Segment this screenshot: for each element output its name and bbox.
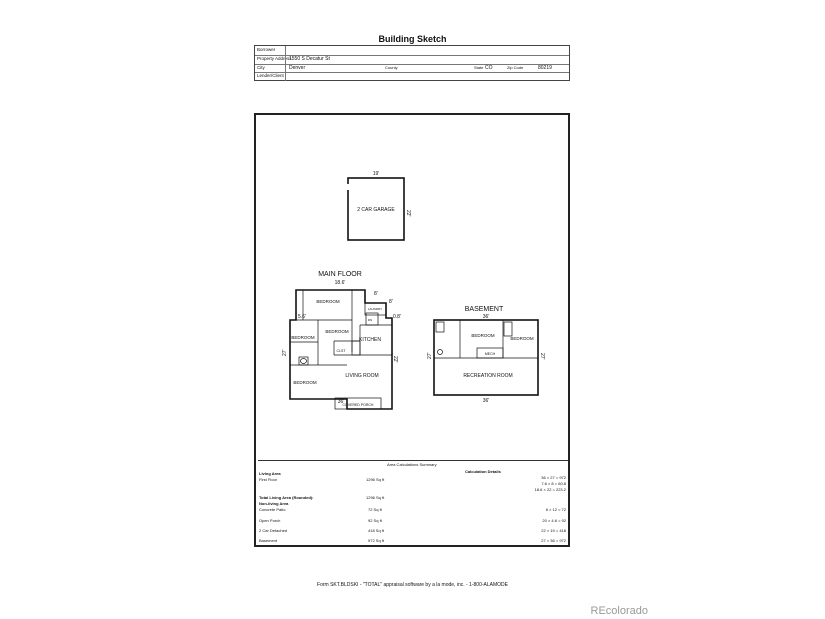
open-porch-calc: 20 × 4.6 = 92: [542, 518, 566, 523]
garage-label: 2 CAR GARAGE: [357, 207, 395, 213]
main-floor-dimension-22: 22': [392, 356, 398, 363]
main-floor-title: MAIN FLOOR: [318, 271, 362, 278]
open-porch-label: Open Porch: [259, 518, 281, 523]
basement-left-dimension: 27': [427, 352, 433, 359]
mech-room-label: MECH: [484, 352, 496, 356]
main-floor-top-dimension: 18.6': [334, 280, 346, 286]
first-floor-value: 1296 Sq ft: [366, 477, 385, 482]
open-porch-value: 92 Sq ft: [368, 518, 382, 523]
main-floor-dimension-8b: 8': [389, 299, 393, 305]
first-floor-calc-3: 18.6 × 22 = 223.2: [534, 487, 566, 492]
kitchen-label: KITCHEN: [359, 337, 381, 343]
basement-top-dimension: 36': [482, 314, 490, 320]
garage-area-label: 2 Car Detached: [259, 528, 288, 533]
main-bedroom-2-label: BEDROOM: [325, 329, 349, 334]
living-room-label: LIVING ROOM: [345, 373, 379, 379]
basement-bottom-dimension: 36': [482, 398, 490, 404]
concrete-patio-calc: 6 × 12 = 72: [545, 507, 566, 512]
total-living-area-value: 1296 Sq ft: [366, 495, 385, 500]
stair-down-label: DN: [367, 318, 373, 322]
concrete-patio-value: 72 Sq ft: [368, 507, 382, 512]
area-table-title: Area Calculations Summary: [387, 462, 437, 467]
main-bedroom-4-label: BEDROOM: [293, 380, 317, 385]
basement-bedroom-2-label: BEDROOM: [510, 336, 534, 341]
main-floor-bottom-dimension: 36': [337, 399, 345, 405]
basement-title: BASEMENT: [464, 306, 504, 313]
page-title: Building Sketch: [378, 34, 447, 44]
zip-value: 80219: [538, 64, 552, 71]
main-floor-dimension-5-6: 5.6': [298, 314, 306, 320]
form-footer: Form SKT.BLDSKI - "TOTAL" appraisal software by a la mode, inc. - 1-800-ALAMODE: [317, 582, 508, 588]
main-bedroom-1-label: BEDROOM: [316, 299, 340, 304]
borrower-label: Borrower: [257, 47, 276, 52]
basement-right-dimension: 27': [539, 353, 545, 360]
living-area-label: Living Area: [259, 471, 281, 476]
garage-area-value: 418 Sq ft: [368, 528, 385, 533]
main-floor-dimension-0-8: 0.8': [393, 314, 401, 320]
calculation-details-title: Calculation Details: [465, 469, 501, 474]
main-bedroom-3-label: BEDROOM: [291, 335, 315, 340]
property-address-value: 1550 S Decatur St: [289, 55, 330, 62]
covered-porch-label: COVERED PORCH: [342, 403, 374, 407]
basement-bedroom-1-label: BEDROOM: [471, 333, 495, 338]
basement-plan: [434, 320, 538, 395]
garage-area-calc: 22 × 19 = 418: [541, 528, 566, 533]
first-floor-calc-2: 7.6 × 8 = 60.8: [541, 481, 566, 486]
state-value: CO: [485, 64, 493, 71]
first-floor-calc-1: 36 × 27 = 972: [541, 475, 566, 480]
city-label: City: [257, 64, 265, 70]
watermark-logo: REcolorado: [590, 605, 648, 617]
main-floor-side-dimension: 27': [282, 349, 288, 356]
state-label: State: [474, 64, 484, 70]
area-calculations-summary: [258, 460, 568, 546]
zip-label: Zip Code: [507, 64, 524, 70]
basement-area-value: 972 Sq ft: [368, 538, 385, 543]
total-living-area-label: Total Living Area (Rounded):: [259, 495, 314, 500]
county-label: County: [385, 64, 398, 70]
first-floor-label: First Floor: [259, 477, 277, 482]
garage-top-dimension: 19': [372, 171, 380, 177]
main-floor-dimension-8a: 8': [374, 291, 378, 297]
property-address-label: Property Address: [257, 55, 292, 61]
recreation-room-label: RECREATION ROOM: [463, 373, 513, 379]
basement-area-label: Basement: [259, 538, 278, 543]
non-living-area-label: Non-living Area: [259, 501, 289, 506]
concrete-patio-label: Concrete Patio: [259, 507, 286, 512]
lender-label: Lender/Client: [257, 73, 284, 79]
basement-area-calc: 27 × 36 = 972: [541, 538, 566, 543]
laundry-label: LAUNDRY: [367, 307, 383, 311]
city-value: Denver: [289, 64, 306, 71]
closet-label: CLST: [336, 349, 346, 353]
garage-side-dimension: 22': [405, 210, 411, 217]
